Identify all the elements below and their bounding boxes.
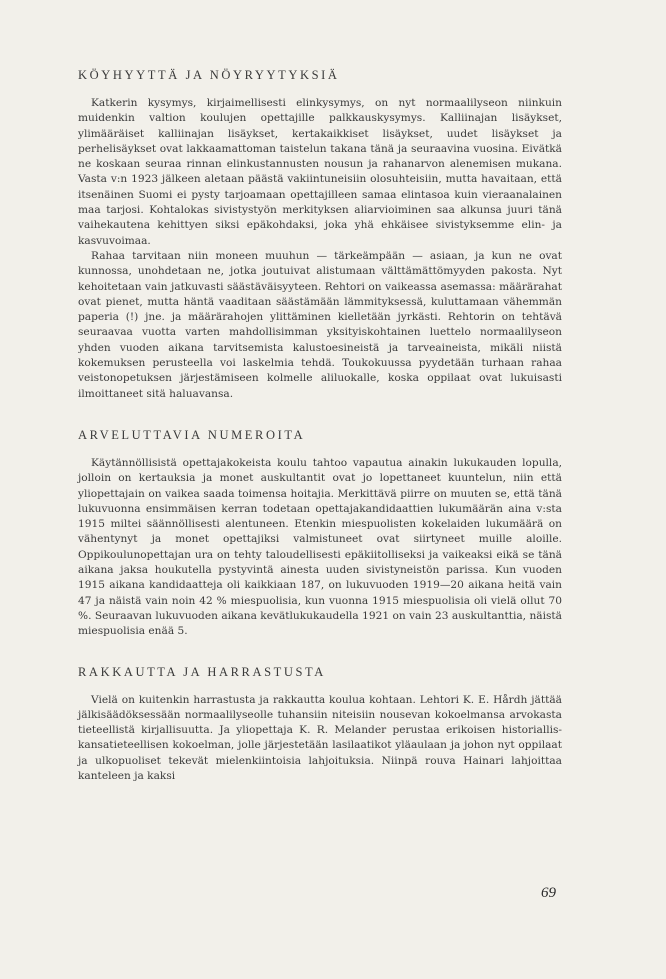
section-heading-numbers: ARVELUTTAVIA NUMEROITA: [78, 427, 306, 442]
page-number: 69: [541, 885, 556, 901]
section-heading-poverty: KÖYHYYTTÄ JA NÖYRYYTYKSIÄ: [78, 68, 340, 82]
paragraph: Käytännöllisistä opettajakokeista koulu tahtoo vapautua ainakin lukukauden lopulla, jolloin on kertauksia ja monet auskultantit ovat jo lopettaneet kuuntelun, niin että yliopettajain on vaikea saada toimensa hoitajia. Merkittävä piirre on muuten se, että tänä lukuvuonna ensimmäisen kerran todetaan opettajakandidaattien lukumäärän aina v:sta 1915 miltei säännöllisesti alentuneen. Etenkin miespuolisten kokelaiden lukumäärä on vähentynyt ja monet opettajiksi valmistuneet ovat siirtyneet muille aloille. Oppikoulunopettajan ura on tehty taloudellisesti epäkiitolliseksi ja vaikeaksi eikä se tänä aikana jaksa houkutella pystyvintä ainesta uuden sivistyneistön parissa. Kun vuoden 1915 aikana kandidaatteja oli kaikkiaan 187, on lukuvuoden 1919—20 aikana heitä vain 47 ja näistä vain noin 42 % miespuolisia, kun vuonna 1915 miespuolisia oli vielä ollut 70 %. Seuraavan lukuvuoden aikana kevätlukukaudella 1921 on vain 23 auskultanttia, näistä miespuolisia enää 5.: [78, 456, 562, 638]
paragraph: Vielä on kuitenkin harrastusta ja rakkautta koulua kohtaan. Lehtori K. E. Hårdh jättää jälkisäädöksessään normaalilyseolle tuhansiin niteisiin nousevan kokoelmansa arvokasta tieteellistä kirjallisuutta. Ja yliopettaja K. R. Melander perustaa erikoisen historiallis-kansatieteellisen kokoelman, jolle järjestetään lasilaatikot yläaulaan ja johon nyt oppilaat ja ulkopuoliset tekevät mielenkiintoisia lahjoituksia. Niinpä rouva Hainari lahjoittaa kanteleen ja kaksi: [78, 693, 562, 782]
paragraph: Katkerin kysymys, kirjaimellisesti elinkysymys, on nyt normaalilyseon niinkuin muidenkin valtion koulujen opettajille palkkauskysymys. Kalliinajan lisäykset, ylimääräiset kalliinajan lisäykset, kertakaikkiset lisäykset, uudet lisäykset ja perhelisäykset ovat lakkaamattoman taistelun takana tänä ja seuraavina vuosina. Eivätkä ne koskaan seuraa rinnan elinkustannusten nousun ja rahanarvon alenemisen mukana. Vasta v:n 1923 jälkeen aletaan päästä vakiintuneisiin olosuhteisiin, mutta havaitaan, että itsenäinen Suomi ei pysty tarjoamaan opettajilleen samaa elintasoa kuin vieraanalainen maa tarjosi. Kohtalokas sivistystyön merkityksen aliarvioiminen saa alkunsa juuri tänä vaihekautena kehittyen siksi epäkohdaksi, joka yhä ehkäisee sivistyksemme elin- ja kasvuvoimaa.: [78, 97, 562, 247]
paragraph: Rahaa tarvitaan niin moneen muuhun — tärkeämpään — asiaan, ja kun ne ovat kunnossa, unohdetaan ne, jotka joutuivat alistumaan välttämättömyyden pakosta. Nyt kehoitetaan vain jatkuvasti säästäväisyyteen. Rehtori on vaikeassa asemassa: määrärahat ovat pienet, mutta häntä vaaditaan säästämään lämmityksessä, kuluttamaan vähemmän paperia (!) jne. ja määrärahojen ylittäminen kielletään jyrkästi. Rehtorin on tehtävä seuraavaa vuotta varten mahdollisimman yksityiskohtainen luettelo normaalilyseon yhden vuoden aikana tarvitsemista kalustoesineistä ja tarveaineista, mikäli niistä kokemuksen perusteella voi laskelmia tehdä. Toukokuussa pyydetään turhaan rahaa veistonopetuksen järjestämiseen kolmelle aliluokalle, koska oppilaat ovat lukuisasti ilmoittaneet sitä haluavansa.: [78, 249, 562, 400]
section-heading-love-interest: RAKKAUTTA JA HARRASTUSTA: [78, 664, 326, 679]
